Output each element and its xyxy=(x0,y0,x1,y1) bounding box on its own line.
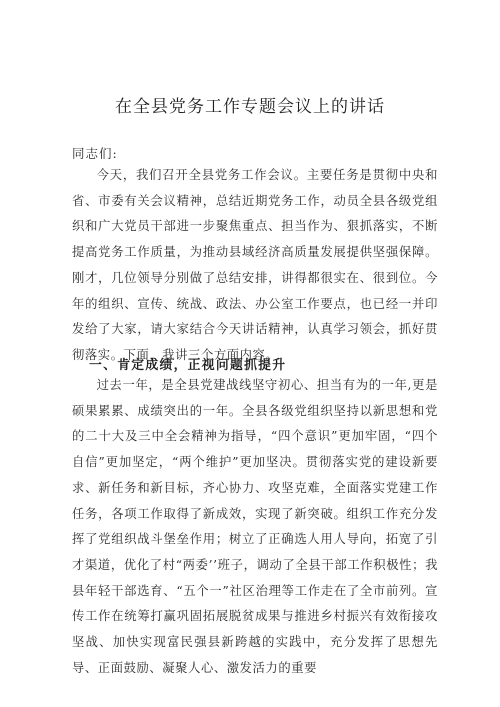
paragraph-intro-text: 今天，我们召开全县党务工作会议。主要任务是贯彻中央和省、市委有关会议精神，总结近期党务工作，动员全县各级党组织和广大党员干部进一步聚焦重点、担当作为、狠抓落实，不断提高党务工作质量，为推动县域经济高质量发展提供坚强保障。刚才，几位领导分别做了总结安排，讲得都很实在、很到位。今年的组织、宣传、统战、政法、办公室工作要点，也已经一并印发给了大家，请大家结合今天讲话精神，认真学习领会，抓好贯彻落实。下面，我讲三个方面内容。 xyxy=(72,168,438,362)
paragraph-intro xyxy=(72,163,438,369)
greeting: 同志们: xyxy=(72,146,118,161)
paragraph-achievements-text: 过去一年，是全县党建战线坚守初心、担当有为的一年,更是硕果累累、成绩突出的一年。全县各级党组织坚持以新思想和党的二十大及三中全会精神为指导，“四个意识”更加牢固，“四个自信”更加坚定，“两个维护”更加坚决。贯彻落实党的建设新要求、新任务和新目标，齐心协力、攻坚克难，全面落实党建工作任务，各项工作取得了新成效，实现了新突破。组织工作充分发挥了党组织战斗堡垒作用；树立了正确选人用人导向，拓宽了引才渠道，优化了村“两委’’班子，调动了全县干部工作积极性；我县年轻干部选育、“五个一”社区治理等工作走在了全市前列。宣传工作在统筹打赢巩固拓展脱贫成果与推进乡村振兴有效衔接攻坚战、加快实现富民强县新跨越的实践中，充分发挥了思想先导、正面鼓励、凝聚人心、激发活力的重要 xyxy=(72,378,438,675)
document-title: 在全县党务工作专题会议上的讲话 xyxy=(115,97,385,117)
section-heading-1: 一、肯定成绩，正视问题抓提升 xyxy=(89,358,287,373)
paragraph-achievements xyxy=(72,373,438,681)
